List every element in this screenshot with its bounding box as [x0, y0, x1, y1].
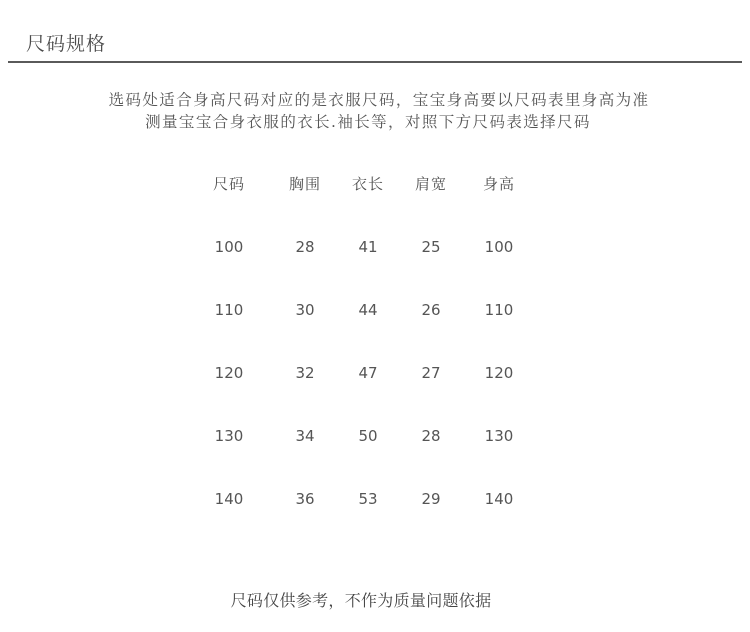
header-size: 尺码 [212, 175, 245, 193]
cell-size: 140 [214, 489, 244, 508]
disclaimer-note: 尺码仅供参考，不作为质量问题依据 [230, 591, 492, 610]
cell-height: 120 [484, 363, 514, 382]
cell-size: 100 [214, 237, 244, 256]
table-row [196, 467, 524, 530]
cell-chest: 32 [295, 363, 315, 382]
table-row [196, 215, 524, 278]
cell-chest: 36 [295, 489, 315, 508]
cell-shoulder: 28 [421, 426, 441, 445]
cell-chest: 30 [295, 300, 315, 319]
cell-chest: 28 [295, 237, 315, 256]
intro-line-2: 测量宝宝合身衣服的衣长.袖长等，对照下方尺码表选择尺码 [145, 113, 591, 131]
cell-length: 53 [358, 489, 378, 508]
size-chart-table [196, 152, 524, 530]
cell-height: 100 [484, 237, 514, 256]
cell-size: 120 [214, 363, 244, 382]
header-shoulder: 肩宽 [414, 175, 447, 193]
cell-shoulder: 29 [421, 489, 441, 508]
size-guide-intro [0, 89, 750, 133]
section-title: 尺码规格 [26, 33, 107, 55]
cell-height: 140 [484, 489, 514, 508]
cell-length: 50 [358, 426, 378, 445]
header-length: 衣长 [351, 175, 384, 193]
table-row [196, 404, 524, 467]
cell-size: 130 [214, 426, 244, 445]
cell-size: 110 [214, 300, 244, 319]
cell-shoulder: 26 [421, 300, 441, 319]
cell-shoulder: 27 [421, 363, 441, 382]
table-header-row [196, 152, 524, 215]
header-height: 身高 [482, 175, 515, 193]
cell-length: 41 [358, 237, 378, 256]
cell-length: 47 [358, 363, 378, 382]
cell-height: 130 [484, 426, 514, 445]
intro-line-1: 选码处适合身高尺码对应的是衣服尺码，宝宝身高要以尺码表里身高为准 [108, 91, 650, 109]
table-row [196, 278, 524, 341]
header-chest: 胸围 [288, 175, 321, 193]
cell-chest: 34 [295, 426, 315, 445]
cell-height: 110 [484, 300, 514, 319]
cell-length: 44 [358, 300, 378, 319]
table-row [196, 341, 524, 404]
title-divider [8, 61, 742, 63]
cell-shoulder: 25 [421, 237, 441, 256]
